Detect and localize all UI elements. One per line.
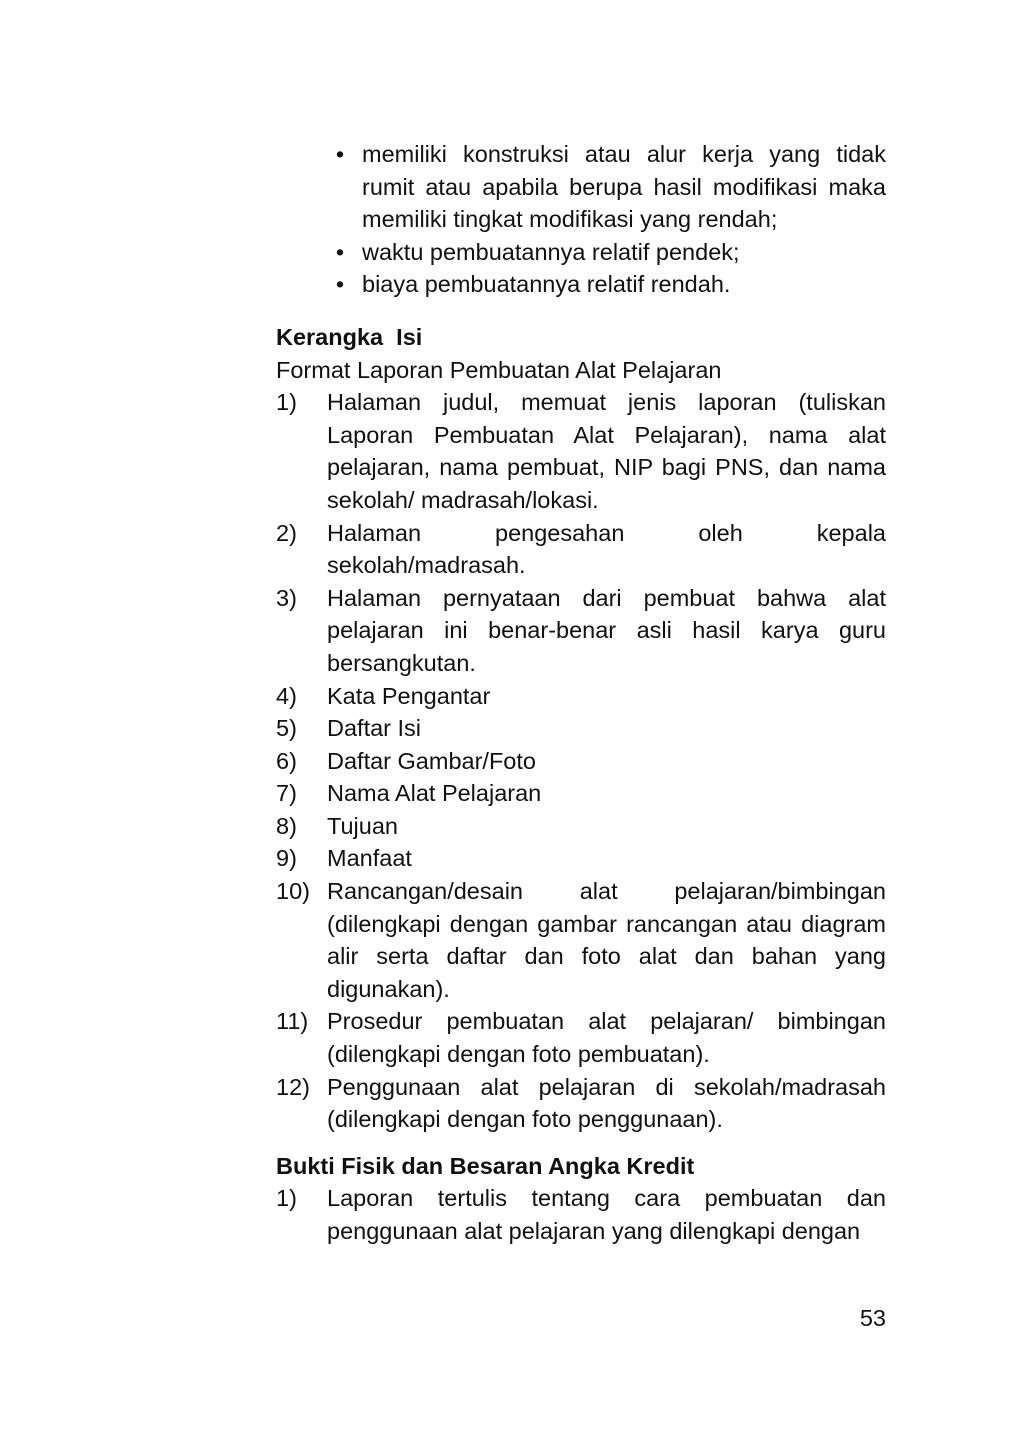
page-number: 53 (859, 1305, 886, 1331)
list-item-text: Nama Alat Pelajaran (327, 780, 542, 807)
bullet-icon: • (335, 271, 345, 298)
list-item-text: Halaman judul, memuat jenis laporan (tuliskan Laporan Pembuatan Alat Pelajaran), nama alat pelajaran, nama pembuat, NIP bagi PNS, dan nama sekolah/ madrasah/lokasi. (327, 389, 886, 513)
list-item (276, 1182, 886, 1247)
list-item-text: Prosedur pembuatan alat pelajaran/ bimbingan (dilengkapi dengan foto pembuatan). (327, 1008, 886, 1068)
section-subheading-format: Format Laporan Pembuatan Alat Pelajaran (276, 356, 722, 383)
list-item-number: 5) (276, 715, 297, 742)
list-item-text: Daftar Isi (327, 715, 422, 742)
list-item (276, 1071, 886, 1136)
list-item-number: 4) (276, 682, 297, 709)
bullet-text: memiliki konstruksi atau alur kerja yang tidak rumit atau apabila berupa hasil modifikasi maka memiliki tingkat modifikasi yang rendah; (362, 141, 886, 233)
list-item-number: 12) (276, 1073, 310, 1100)
evidence-list (276, 1182, 886, 1247)
list-item-text: Laporan tertulis tentang cara pembuatan dan penggunaan alat pelajaran yang dilengkapi dengan (327, 1185, 886, 1244)
list-item-text: Halaman pernyataan dari pembuat bahwa alat pelajaran ini benar-benar asli hasil karya guru bersangkutan. (327, 584, 886, 676)
list-item-number: 10) (276, 878, 310, 905)
report-format-list (276, 386, 886, 1136)
list-item (276, 386, 886, 516)
list-item-text: Tujuan (327, 812, 398, 839)
list-item-number: 3) (276, 584, 297, 611)
list-item-number: 7) (276, 780, 297, 807)
list-item-text: Daftar Gambar/Foto (327, 747, 536, 774)
bullet-text: waktu pembuatannya relatif pendek; (362, 238, 740, 265)
list-item (276, 1005, 886, 1070)
list-item (276, 875, 886, 1005)
list-item-text: Manfaat (327, 845, 412, 872)
section-heading-bukti-fisik: Bukti Fisik dan Besaran Angka Kredit (276, 1152, 695, 1179)
bullet-icon: • (335, 238, 345, 265)
page-content (276, 138, 886, 1248)
list-item (276, 517, 886, 582)
list-item (276, 777, 886, 810)
list-item-text: Penggunaan alat pelajaran di sekolah/madrasah (dilengkapi dengan foto penggunaan). (327, 1073, 886, 1133)
bullet-item (326, 236, 886, 269)
list-item-number: 9) (276, 845, 297, 872)
list-item-text: Kata Pengantar (327, 682, 491, 709)
list-item (276, 745, 886, 778)
criteria-bullet-list (276, 138, 886, 301)
bullet-item (326, 138, 886, 236)
list-item-number: 1) (276, 389, 297, 416)
list-item (276, 810, 886, 843)
list-item-number: 6) (276, 747, 297, 774)
bullet-text: biaya pembuatannya relatif rendah. (362, 271, 731, 298)
list-item (276, 582, 886, 680)
list-item (276, 712, 886, 745)
list-item-number: 8) (276, 812, 297, 839)
list-item-number: 1) (276, 1185, 297, 1212)
bullet-item (326, 268, 886, 301)
list-item-text: Halaman pengesahan oleh kepala sekolah/madrasah. (327, 519, 886, 579)
list-item-number: 11) (276, 1008, 309, 1035)
list-item-text: Rancangan/desain alat pelajaran/bimbingan (dilengkapi dengan gambar rancangan atau diagram alir serta daftar dan foto alat dan bahan yang digunakan). (327, 878, 886, 1002)
list-item (276, 680, 886, 713)
list-item-number: 2) (276, 519, 297, 546)
bullet-icon: • (335, 141, 345, 167)
section-heading-kerangka-isi: Kerangka Isi (276, 323, 423, 350)
list-item (276, 842, 886, 875)
